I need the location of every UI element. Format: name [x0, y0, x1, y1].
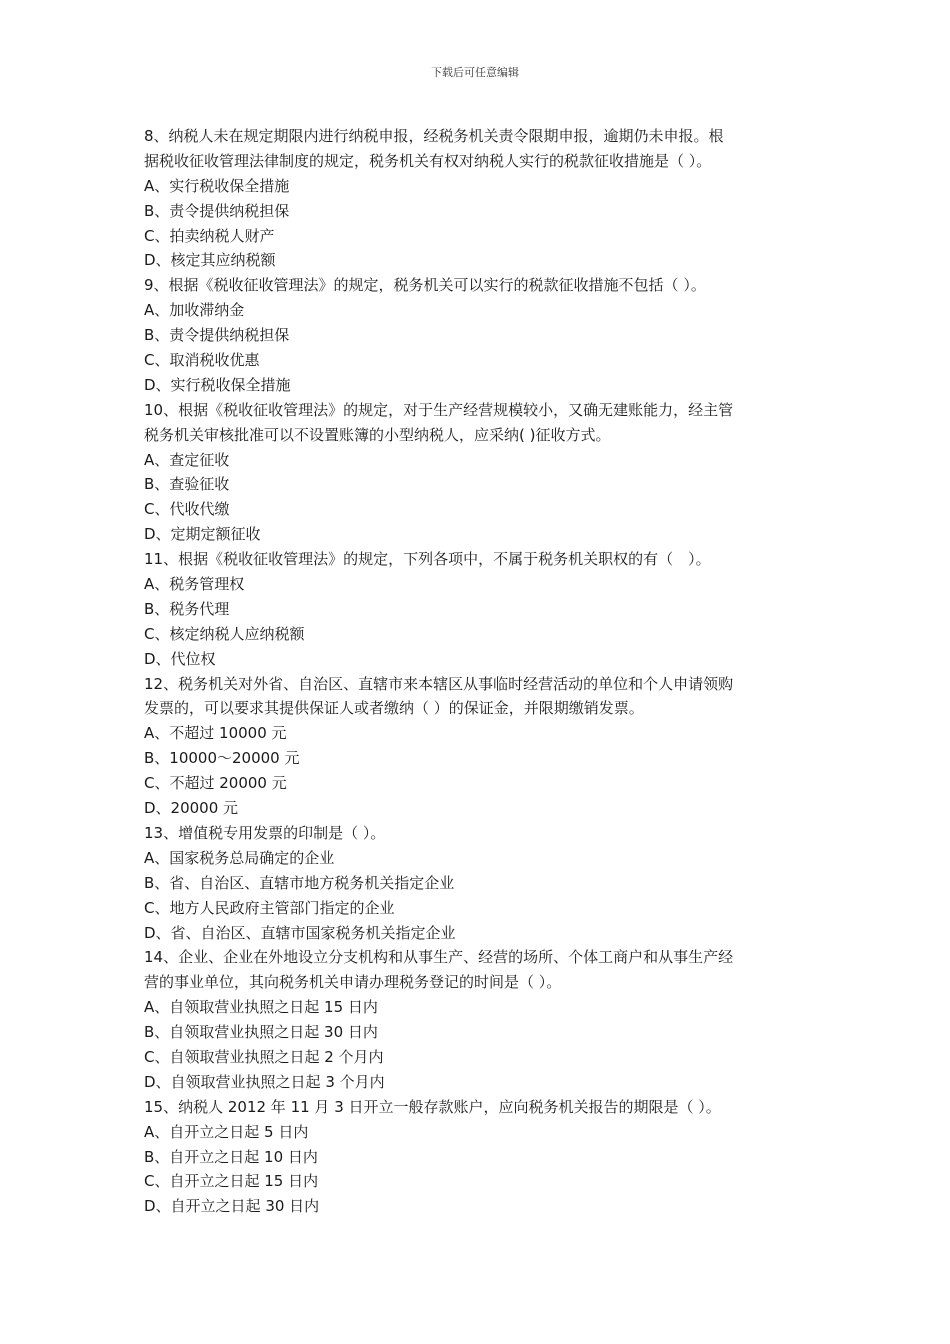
option-b: B、省、自治区、直辖市地方税务机关指定企业	[144, 873, 455, 892]
question-stem-line: 10、根据《税收征收管理法》的规定，对于生产经营规模较小，又确无建账能力，经主管	[144, 400, 734, 419]
question-stem-line: 9、根据《税收征收管理法》的规定，税务机关可以实行的税款征收措施不包括（ ）。	[144, 276, 706, 295]
question-stem-line: 13、增值税专用发票的印制是（ ）。	[144, 823, 386, 842]
question-stem-line: 12、税务机关对外省、自治区、直辖市来本辖区从事临时经营活动的单位和个人申请领购	[144, 674, 734, 693]
option-d: D、省、自治区、直辖市国家税务机关指定企业	[144, 923, 456, 942]
option-d: D、20000 元	[144, 799, 239, 818]
option-a: A、税务管理权	[144, 575, 245, 594]
option-c: C、自领取营业执照之日起 2 个月内	[144, 1047, 384, 1066]
option-a: A、国家税务总局确定的企业	[144, 848, 335, 867]
option-c: C、不超过 20000 元	[144, 774, 287, 793]
option-d: D、核定其应纳税额	[144, 251, 276, 270]
option-c: C、取消税收优惠	[144, 351, 260, 370]
question-8	[144, 124, 814, 273]
question-12	[144, 672, 814, 821]
option-c: C、地方人民政府主管部门指定的企业	[144, 898, 395, 917]
option-c: C、拍卖纳税人财产	[144, 226, 275, 245]
option-b: B、自领取营业执照之日起 30 日内	[144, 1023, 378, 1042]
option-a: A、自领取营业执照之日起 15 日内	[144, 998, 378, 1017]
option-d: D、代位权	[144, 649, 216, 668]
option-b: B、查验征收	[144, 475, 230, 494]
option-c: C、核定纳税人应纳税额	[144, 624, 305, 643]
option-d: D、自开立之日起 30 日内	[144, 1197, 320, 1216]
option-a: A、不超过 10000 元	[144, 724, 287, 743]
option-a: A、加收滞纳金	[144, 301, 245, 320]
option-b: B、税务代理	[144, 599, 230, 618]
page-header: 下载后可任意编辑	[431, 66, 519, 79]
option-a: A、自开立之日起 5 日内	[144, 1122, 309, 1141]
question-10	[144, 398, 814, 547]
option-b: B、10000～20000 元	[144, 749, 300, 768]
question-stem-line: 营的事业单位，其向税务机关申请办理税务登记的时间是（ ）。	[144, 973, 562, 992]
question-stem-line: 据税收征收管理法律制度的规定，税务机关有权对纳税人实行的税款征收措施是（ ）。	[144, 151, 712, 170]
option-c: C、代收代缴	[144, 500, 230, 519]
question-stem-line: 8、纳税人未在规定期限内进行纳税申报，经税务机关责令限期申报，逾期仍未申报。根	[144, 127, 724, 145]
option-b: B、责令提供纳税担保	[144, 201, 290, 220]
question-stem-line: 税务机关审核批准可以不设置账簿的小型纳税人，应采纳( )征收方式。	[144, 425, 611, 444]
option-b: B、自开立之日起 10 日内	[144, 1147, 318, 1166]
question-14	[144, 945, 814, 1094]
question-stem-line: 15、纳税人 2012 年 11 月 3 日开立一般存款账户，应向税务机关报告的期限是（ ）。	[144, 1097, 721, 1116]
question-list	[144, 124, 814, 1219]
question-9	[144, 273, 814, 397]
question-stem-line: 11、根据《税收征收管理法》的规定，下列各项中，不属于税务机关职权的有（ ）。	[144, 550, 711, 569]
option-b: B、责令提供纳税担保	[144, 326, 290, 345]
option-c: C、自开立之日起 15 日内	[144, 1172, 319, 1191]
question-stem-line: 发票的，可以要求其提供保证人或者缴纳（ ）的保证金，并限期缴销发票。	[144, 699, 644, 718]
option-d: D、实行税收保全措施	[144, 375, 291, 394]
option-d: D、自领取营业执照之日起 3 个月内	[144, 1072, 385, 1091]
question-15	[144, 1095, 814, 1219]
question-stem-line: 14、企业、企业在外地设立分支机构和从事生产、经营的场所、个体工商户和从事生产经	[144, 948, 734, 967]
question-11	[144, 547, 814, 671]
option-a: A、查定征收	[144, 450, 230, 469]
question-13	[144, 821, 814, 945]
option-d: D、定期定额征收	[144, 525, 261, 544]
option-a: A、实行税收保全措施	[144, 176, 290, 195]
